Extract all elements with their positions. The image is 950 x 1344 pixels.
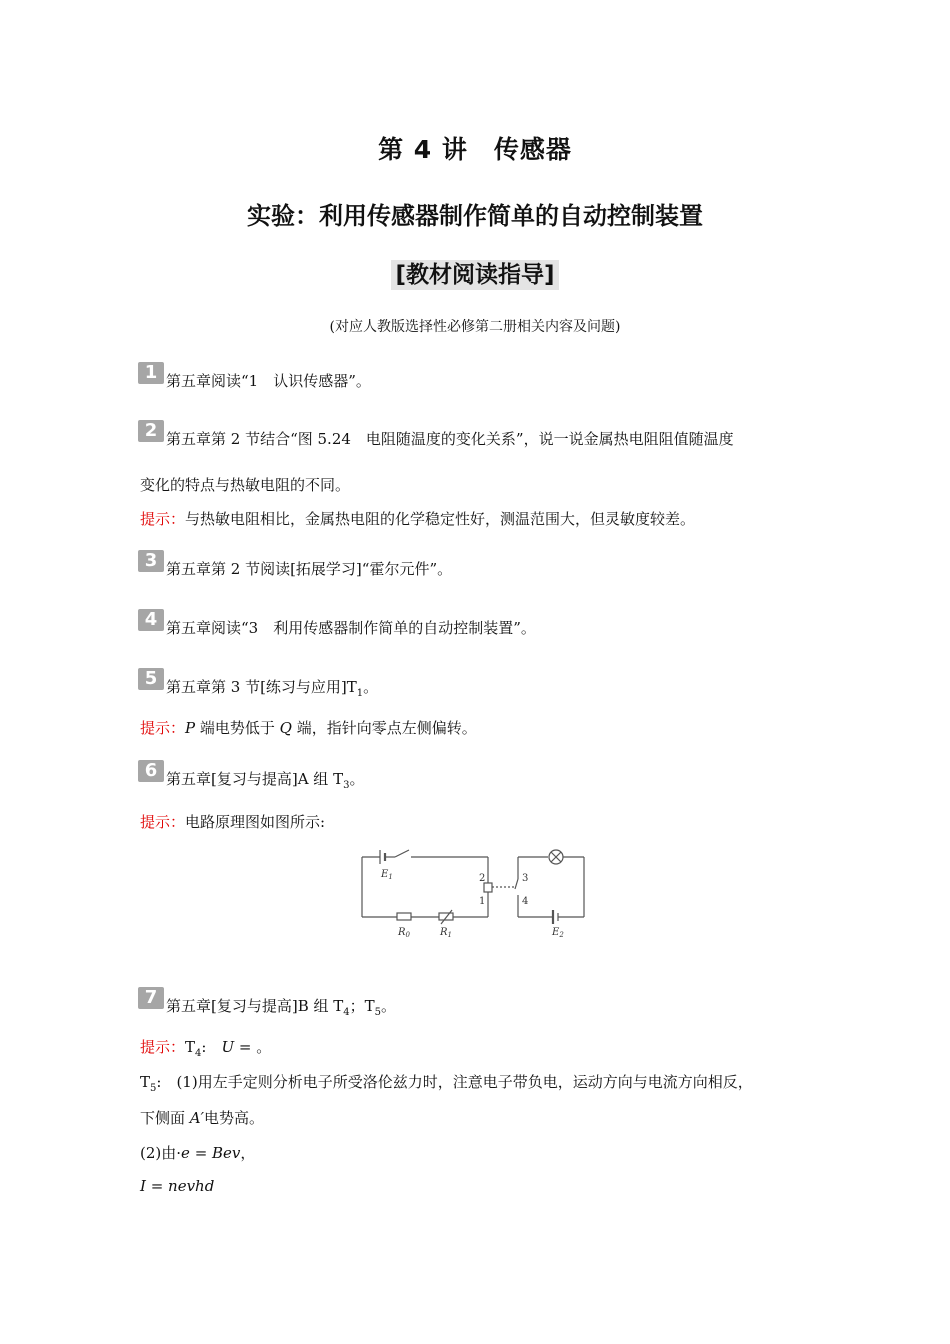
item-number-badge: 1 — [138, 362, 164, 384]
equation-line: (2)由·e = Bev， — [140, 1144, 256, 1162]
item-text: 第五章阅读“3 利用传感器制作简单的自动控制装置”。 — [166, 619, 536, 637]
label-r0: $R_0$ — [398, 927, 410, 939]
list-item — [138, 668, 379, 699]
item-text: 第五章阅读“1 认识传感器”。 — [166, 372, 371, 390]
item-number-badge: 7 — [138, 987, 164, 1009]
hint-line: 提示：P 端电势低于 Q 端，指针向零点左侧偏转。 — [140, 719, 477, 737]
hint-line — [140, 508, 695, 529]
item-text: 第五章第 2 节阅读[拓展学习]“霍尔元件”。 — [166, 560, 453, 578]
label-4: 4 — [522, 896, 529, 907]
item-number-badge: 2 — [138, 420, 164, 442]
item-number-badge: 4 — [138, 609, 164, 631]
item-number-badge: 3 — [138, 550, 164, 572]
hint-line: 提示：$T_4$: U = 。 — [140, 1038, 272, 1059]
equation-line: I = nevhd — [140, 1177, 215, 1195]
answer-line: $T_5$: (1)用左手定则分析电子所受洛伦兹力时，注意电子带负电，运动方向与电流方向相反， — [140, 1073, 753, 1094]
list-item — [138, 987, 397, 1018]
circuit-diagram — [355, 845, 595, 940]
list-item — [138, 609, 536, 638]
section-note: (对应人教版选择性必修第二册相关内容及问题) — [329, 319, 621, 335]
hint-text: 电路原理图如图所示: — [185, 813, 326, 831]
label-r1: $R_1$ — [440, 927, 452, 939]
hint-label: 提示： — [140, 1038, 186, 1056]
list-item — [138, 420, 734, 449]
label-e2: $E_2$ — [552, 927, 564, 939]
hint-line — [140, 811, 325, 832]
item-text: 第五章第 2 节结合“图 5.24 电阻随温度的变化关系”，说一说金属热电阻阻值随温度 — [166, 430, 734, 448]
item-number-badge: 5 — [138, 668, 164, 690]
hint-text: 与热敏电阻相比，金属热电阻的化学稳定性好，测温范围大，但灵敏度较差。 — [185, 510, 696, 528]
list-item — [138, 760, 365, 791]
label-2: 2 — [479, 873, 486, 884]
list-item — [138, 362, 371, 391]
hint-label: 提示： — [140, 813, 186, 831]
answer-line-continued: 下侧面 A′电势高。 — [140, 1109, 265, 1127]
item-text-continued: 变化的特点与热敏电阻的不同。 — [140, 476, 351, 494]
list-item — [138, 550, 453, 579]
hint-label: 提示： — [140, 719, 186, 737]
page-subtitle: 实验：利用传感器制作简单的自动控制装置 — [247, 202, 703, 230]
label-e1: $E_1$ — [381, 869, 393, 881]
section-heading: [教材阅读指导] — [0, 256, 950, 289]
item-text: 第五章[复习与提高]B 组 $T_4$；$T_5$。 — [166, 997, 397, 1018]
item-text: 第五章第 3 节[练习与应用]$T_1$。 — [166, 678, 379, 699]
label-1: 1 — [479, 896, 486, 907]
item-text: 第五章[复习与提高]A 组 $T_3$。 — [166, 770, 365, 791]
hint-label: 提示： — [140, 510, 186, 528]
item-number-badge: 6 — [138, 760, 164, 782]
label-3: 3 — [522, 873, 529, 884]
page-title: 第 4 讲 传感器 — [378, 135, 572, 164]
